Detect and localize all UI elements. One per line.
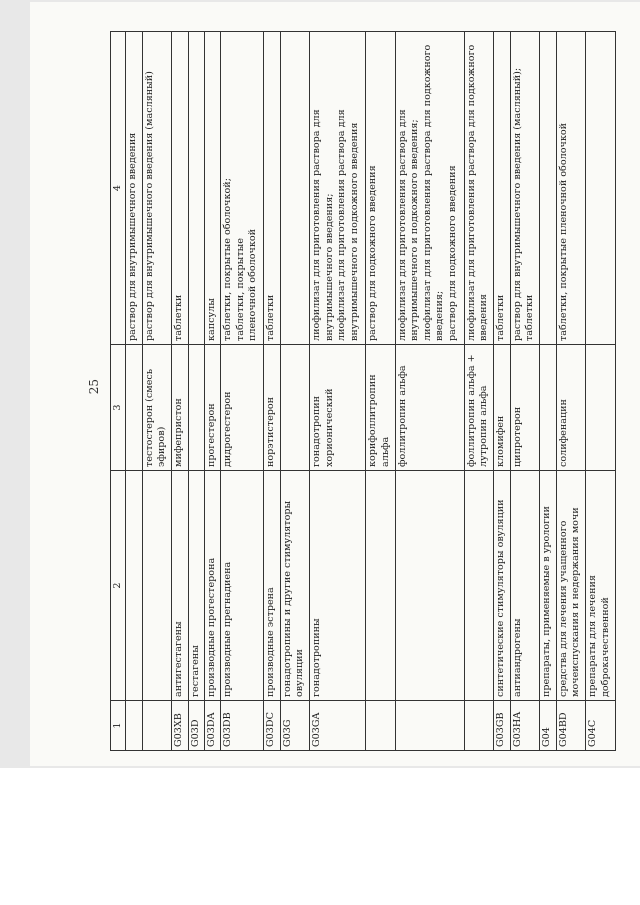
cell-code: G03DC xyxy=(264,701,280,751)
cell-forms xyxy=(310,32,366,345)
table-row xyxy=(556,32,586,751)
table-row xyxy=(221,32,264,751)
cell-group xyxy=(366,471,396,701)
drug-table xyxy=(110,31,616,751)
cell-drug xyxy=(126,345,142,471)
page-number: 25 xyxy=(87,379,101,395)
cell-group xyxy=(126,471,142,701)
cell-code: G03HA xyxy=(510,701,540,751)
table-row xyxy=(510,32,540,751)
form-line: раствор для подкожного введения xyxy=(367,165,379,341)
form-line: таблетки, покрытые оболочкой; xyxy=(222,178,234,341)
cell-forms xyxy=(494,32,510,345)
cell-forms xyxy=(510,32,540,345)
cell-drug: солифенацин xyxy=(556,345,586,471)
cell-code: G04BD xyxy=(556,701,586,751)
header-cell: 2 xyxy=(111,471,126,701)
cell-code: G03XB xyxy=(172,701,188,751)
cell-drug: фоллитропин альфа + лутропин альфа xyxy=(464,345,494,471)
cell-forms xyxy=(221,32,264,345)
table-row xyxy=(126,32,142,751)
cell-code xyxy=(366,701,396,751)
rotated-table-container xyxy=(110,32,616,751)
cell-drug xyxy=(188,345,204,471)
form-line: пленочной оболочкой xyxy=(247,228,259,341)
cell-code: G03DB xyxy=(221,701,264,751)
cell-group: синтетические стимуляторы овуляции xyxy=(494,471,510,701)
cell-group xyxy=(142,471,172,701)
form-line: лиофилизат для приготовления раствора для подкожного введения; xyxy=(421,44,446,341)
form-line: таблетки xyxy=(173,294,185,341)
cell-code xyxy=(464,701,494,751)
cell-group: производные прегнадиена xyxy=(221,471,264,701)
cell-group: препараты для лечения доброкачественной xyxy=(586,471,616,701)
header-cell: 1 xyxy=(111,701,126,751)
form-line: таблетки xyxy=(495,294,507,341)
form-line: лиофилизат для приготовления раствора для подкожного введения xyxy=(465,44,490,341)
cell-forms xyxy=(142,32,172,345)
table-body xyxy=(126,32,616,751)
cell-forms xyxy=(264,32,280,345)
table-row xyxy=(310,32,366,751)
table-row xyxy=(280,32,310,751)
cell-group: гонадотропины и другие стимуляторы овуляции xyxy=(280,471,310,701)
cell-group: антигестагены xyxy=(172,471,188,701)
form-line: таблетки, покрытые xyxy=(234,238,246,341)
form-line: таблетки, покрытые пленочной оболочкой xyxy=(557,123,569,341)
cell-forms xyxy=(366,32,396,345)
cell-code: G03D xyxy=(188,701,204,751)
cell-drug: дидрогестерон xyxy=(221,345,264,471)
cell-drug: норэтистерон xyxy=(264,345,280,471)
cell-drug: кломифен xyxy=(494,345,510,471)
table-row xyxy=(540,32,556,751)
cell-code: G03G xyxy=(280,701,310,751)
table-row xyxy=(172,32,188,751)
header-cell: 4 xyxy=(111,32,126,345)
cell-group xyxy=(395,471,464,701)
cell-forms xyxy=(556,32,586,345)
form-line: лиофилизат для приготовления раствора для внутримышечного и подкожного введения xyxy=(336,109,360,341)
cell-drug: ципротерон xyxy=(510,345,540,471)
cell-group: производные прогестерона xyxy=(205,471,221,701)
cell-forms xyxy=(586,32,616,345)
table-row xyxy=(464,32,494,751)
cell-drug: корифоллитропин альфа xyxy=(366,345,396,471)
table-row xyxy=(366,32,396,751)
form-line: лиофилизат для приготовления раствора для внутримышечного введения; xyxy=(311,109,335,341)
cell-group: производные эстрена xyxy=(264,471,280,701)
form-line: раствор для внутримышечного введения (масляный); таблетки xyxy=(511,67,536,341)
cell-drug xyxy=(540,345,556,471)
cell-forms xyxy=(205,32,221,345)
table-row xyxy=(188,32,204,751)
cell-code: G04 xyxy=(540,701,556,751)
cell-drug: тестостерон (смесь эфиров) xyxy=(142,345,172,471)
cell-code xyxy=(142,701,172,751)
cell-code: G03GA xyxy=(310,701,366,751)
cell-drug xyxy=(280,345,310,471)
cell-group: препараты, применяемые в урологии xyxy=(540,471,556,701)
cell-code: G03DA xyxy=(205,701,221,751)
cell-forms xyxy=(126,32,142,345)
cell-drug: гонадотропин хорионический xyxy=(310,345,366,471)
cell-forms xyxy=(464,32,494,345)
table-row xyxy=(494,32,510,751)
form-line: лиофилизат для приготовления раствора для внутримышечного и подкожного введения; xyxy=(396,109,421,341)
cell-group: гонадотропины xyxy=(310,471,366,701)
cell-drug: мифепристон xyxy=(172,345,188,471)
cell-forms xyxy=(188,32,204,345)
table-header-row xyxy=(111,32,126,751)
form-line: таблетки xyxy=(265,294,277,341)
cell-code xyxy=(395,701,464,751)
cell-group xyxy=(464,471,494,701)
table-row xyxy=(395,32,464,751)
form-line: раствор для внутримышечного введения xyxy=(127,132,139,341)
cell-forms xyxy=(540,32,556,345)
form-line: капсулы xyxy=(206,298,218,341)
cell-forms xyxy=(280,32,310,345)
table-row xyxy=(142,32,172,751)
cell-code: G04C xyxy=(586,701,616,751)
cell-forms xyxy=(172,32,188,345)
table-row xyxy=(205,32,221,751)
form-line: раствор для подкожного введения xyxy=(446,165,458,341)
cell-drug: фоллитропин альфа xyxy=(395,345,464,471)
header-cell: 3 xyxy=(111,345,126,471)
cell-forms xyxy=(395,32,464,345)
cell-drug: прогестерон xyxy=(205,345,221,471)
cell-code xyxy=(126,701,142,751)
table-row xyxy=(264,32,280,751)
table-row xyxy=(586,32,616,751)
cell-group: средства для лечения учащенного мочеиспускания и недержания мочи xyxy=(556,471,586,701)
cell-drug xyxy=(586,345,616,471)
form-line: раствор для внутримышечного введения (масляный) xyxy=(143,71,155,341)
cell-code: G03GB xyxy=(494,701,510,751)
cell-group: антиандрогены xyxy=(510,471,540,701)
cell-group: гестагены xyxy=(188,471,204,701)
